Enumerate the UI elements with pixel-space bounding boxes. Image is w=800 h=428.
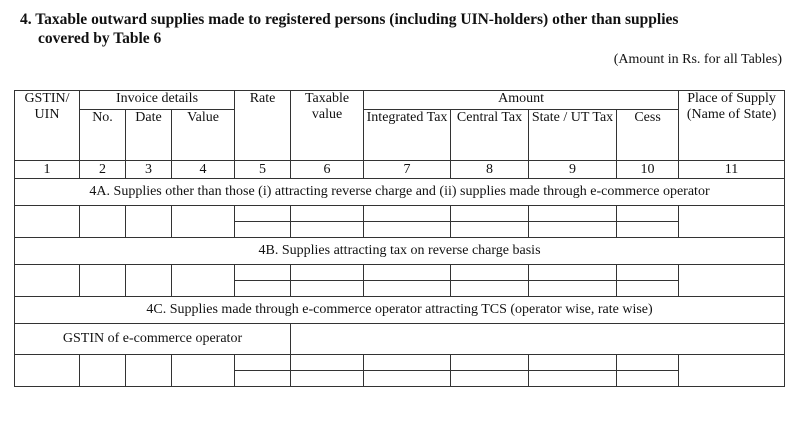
rate-cell[interactable]	[235, 206, 291, 222]
taxable-value-cell[interactable]	[291, 222, 364, 238]
central-tax-cell[interactable]	[451, 206, 529, 222]
gstin-cell[interactable]	[15, 355, 80, 387]
taxable-value-cell[interactable]	[291, 265, 364, 281]
title-line-2: covered by Table 6	[38, 30, 162, 47]
central-tax-cell[interactable]	[451, 355, 529, 371]
invoice-value-cell[interactable]	[172, 355, 235, 387]
rate-cell[interactable]	[235, 355, 291, 371]
central-tax-cell[interactable]	[451, 281, 529, 297]
invoice-no-cell[interactable]	[80, 355, 126, 387]
taxable-value-cell[interactable]	[291, 371, 364, 387]
column-number: 9	[529, 161, 617, 179]
column-number: 7	[364, 161, 451, 179]
state-ut-tax-cell[interactable]	[529, 371, 617, 387]
column-number: 6	[291, 161, 364, 179]
taxable-value-cell[interactable]	[291, 355, 364, 371]
rate-cell[interactable]	[235, 265, 291, 281]
invoice-value-cell[interactable]	[172, 206, 235, 238]
state-ut-tax-cell[interactable]	[529, 222, 617, 238]
header-invoice-date: Date	[126, 110, 172, 161]
section-4c-entry-row	[15, 355, 785, 371]
section-4c-heading: 4C. Supplies made through e-commerce operator attracting TCS (operator wise, rate wise)	[15, 297, 785, 324]
gstin-cell[interactable]	[15, 265, 80, 297]
section-4a-entry-row	[15, 206, 785, 222]
state-ut-tax-cell[interactable]	[529, 355, 617, 371]
integrated-tax-cell[interactable]	[364, 206, 451, 222]
invoice-date-cell[interactable]	[126, 355, 172, 387]
header-place-of-supply: Place of Supply (Name of State)	[679, 91, 785, 161]
outward-supplies-table	[14, 90, 785, 387]
cess-cell[interactable]	[617, 281, 679, 297]
column-number: 10	[617, 161, 679, 179]
place-of-supply-cell[interactable]	[679, 355, 785, 387]
ecommerce-gstin-input[interactable]	[291, 324, 785, 355]
column-number: 3	[126, 161, 172, 179]
integrated-tax-cell[interactable]	[364, 281, 451, 297]
central-tax-cell[interactable]	[451, 265, 529, 281]
header-cess: Cess	[617, 110, 679, 161]
header-state-ut-tax: State / UT Tax	[529, 110, 617, 161]
header-taxable-value: Taxable value	[291, 91, 364, 161]
integrated-tax-cell[interactable]	[364, 265, 451, 281]
state-ut-tax-cell[interactable]	[529, 281, 617, 297]
column-number: 4	[172, 161, 235, 179]
header-gstin-uin: GSTIN/ UIN	[15, 91, 80, 161]
place-of-supply-cell[interactable]	[679, 206, 785, 238]
central-tax-cell[interactable]	[451, 222, 529, 238]
state-ut-tax-cell[interactable]	[529, 206, 617, 222]
invoice-date-cell[interactable]	[126, 265, 172, 297]
invoice-no-cell[interactable]	[80, 265, 126, 297]
column-number: 5	[235, 161, 291, 179]
ecommerce-gstin-label: GSTIN of e-commerce operator	[15, 324, 291, 355]
integrated-tax-cell[interactable]	[364, 371, 451, 387]
form-title	[20, 10, 790, 48]
section-4b-heading: 4B. Supplies attracting tax on reverse charge basis	[15, 238, 785, 265]
column-number: 1	[15, 161, 80, 179]
integrated-tax-cell[interactable]	[364, 355, 451, 371]
cess-cell[interactable]	[617, 206, 679, 222]
section-4b-entry-row	[15, 265, 785, 281]
cess-cell[interactable]	[617, 265, 679, 281]
state-ut-tax-cell[interactable]	[529, 265, 617, 281]
place-of-supply-cell[interactable]	[679, 265, 785, 297]
rate-cell[interactable]	[235, 371, 291, 387]
taxable-value-cell[interactable]	[291, 281, 364, 297]
cess-cell[interactable]	[617, 355, 679, 371]
invoice-date-cell[interactable]	[126, 206, 172, 238]
central-tax-cell[interactable]	[451, 371, 529, 387]
title-line-1: 4. Taxable outward supplies made to registered persons (including UIN-holders) other than supplies	[20, 11, 679, 28]
amount-note: (Amount in Rs. for all Tables)	[613, 52, 782, 67]
section-4a-heading: 4A. Supplies other than those (i) attracting reverse charge and (ii) supplies made through e-commerce operator	[15, 179, 785, 206]
cess-cell[interactable]	[617, 371, 679, 387]
header-central-tax: Central Tax	[451, 110, 529, 161]
rate-cell[interactable]	[235, 281, 291, 297]
column-number: 11	[679, 161, 785, 179]
column-number: 2	[80, 161, 126, 179]
invoice-value-cell[interactable]	[172, 265, 235, 297]
header-invoice-value: Value	[172, 110, 235, 161]
invoice-no-cell[interactable]	[80, 206, 126, 238]
integrated-tax-cell[interactable]	[364, 222, 451, 238]
taxable-value-cell[interactable]	[291, 206, 364, 222]
header-amount: Amount	[364, 91, 679, 110]
header-rate: Rate	[235, 91, 291, 161]
column-number-row	[15, 161, 785, 179]
header-invoice-details: Invoice details	[80, 91, 235, 110]
cess-cell[interactable]	[617, 222, 679, 238]
gstin-cell[interactable]	[15, 206, 80, 238]
rate-cell[interactable]	[235, 222, 291, 238]
header-integrated-tax: Integrated Tax	[364, 110, 451, 161]
column-number: 8	[451, 161, 529, 179]
header-invoice-no: No.	[80, 110, 126, 161]
